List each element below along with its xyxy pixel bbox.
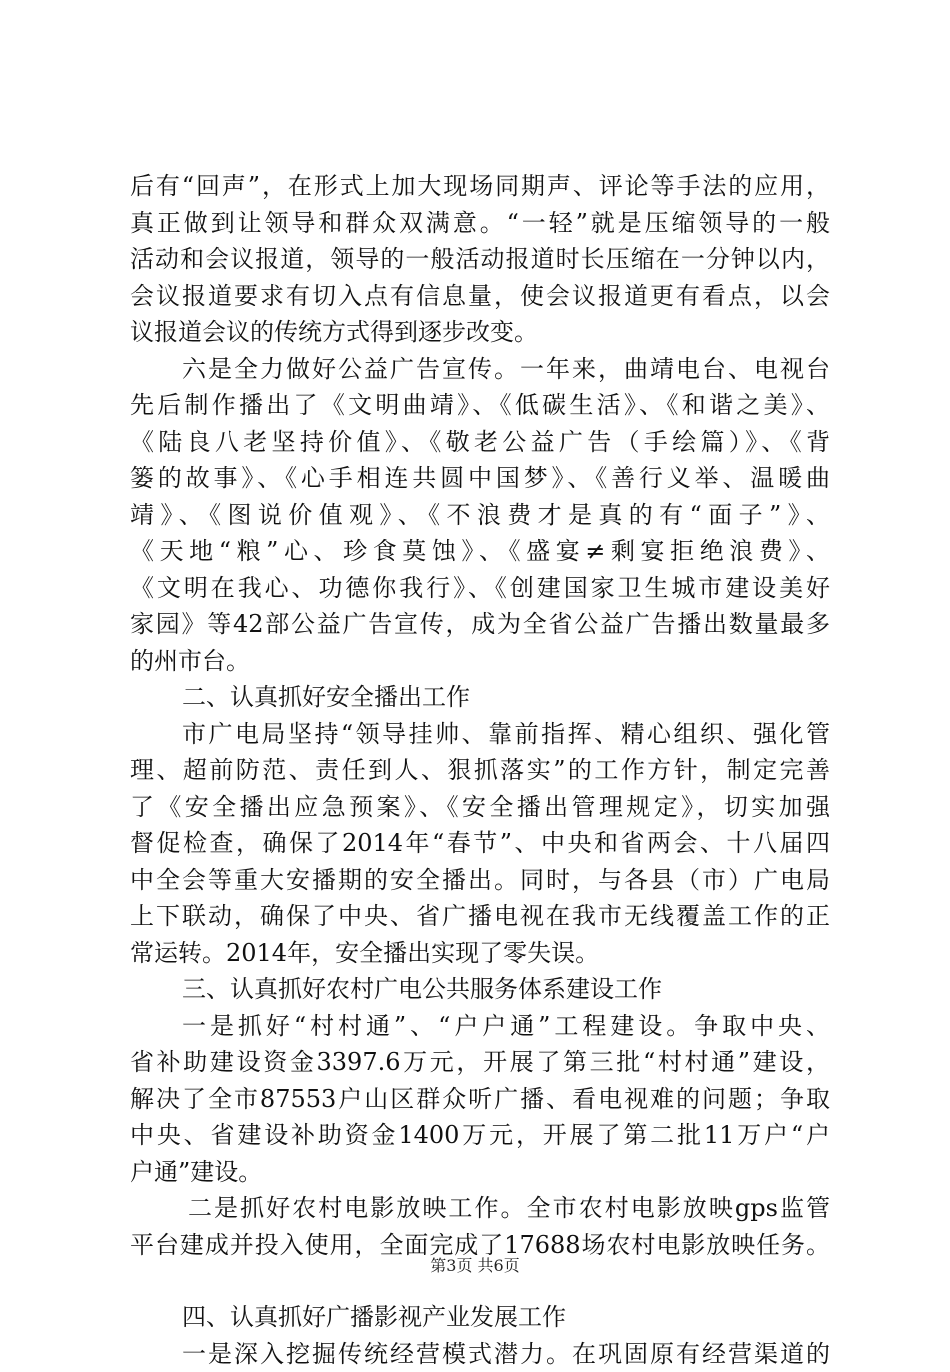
text-line: 中全会等重大安播期的安全播出。同时，与各县（市）广电局 (130, 862, 830, 899)
text-line: 《天地“粮”心、珍食莫蚀》、《盛宴≠剩宴拒绝浪费》、 (130, 533, 830, 570)
text-line: 一是深入挖掘传统经营模式潜力。在巩固原有经营渠道的 (130, 1336, 830, 1372)
text-line: 靖》、《图说价值观》、《不浪费才是真的有“面子”》、 (130, 497, 830, 534)
document-body (130, 168, 830, 1372)
text-line: 中央、省建设补助资金1400万元，开展了第二批11万户“户 (130, 1117, 830, 1154)
text-line: 先后制作播出了《文明曲靖》、《低碳生活》、《和谐之美》、 (130, 387, 830, 424)
text-line: 户通”建设。 (130, 1154, 830, 1191)
text-line: 市广电局坚持“领导挂帅、靠前指挥、精心组织、强化管 (130, 716, 830, 753)
page-footer: 第3页 共6页 (0, 1253, 950, 1276)
text-line: 二、认真抓好安全播出工作 (130, 679, 830, 716)
text-line: 《陆良八老坚持价值》、《敬老公益广告（手绘篇）》、《背 (130, 424, 830, 461)
text-line: 议报道会议的传统方式得到逐步改变。 (130, 314, 830, 351)
text-line: 上下联动，确保了中央、省广播电视在我市无线覆盖工作的正 (130, 898, 830, 935)
text-line: 平台建成并投入使用，全面完成了17688场农村电影放映任务。 (130, 1227, 830, 1264)
text-line: 篓的故事》、《心手相连共圆中国梦》、《善行义举、温暖曲 (130, 460, 830, 497)
text-line: 省补助建设资金3397.6万元，开展了第三批“村村通”建设， (130, 1044, 830, 1081)
text-line: 四、认真抓好广播影视产业发展工作 (130, 1299, 830, 1336)
text-line: 的州市台。 (130, 643, 830, 680)
text-line: 解决了全市87553户山区群众听广播、看电视难的问题；争取 (130, 1081, 830, 1118)
text-line: 会议报道要求有切入点有信息量，使会议报道更有看点，以会 (130, 278, 830, 315)
text-line: 六是全力做好公益广告宣传。一年来，曲靖电台、电视台 (130, 351, 830, 388)
text-line: 真正做到让领导和群众双满意。“一轻”就是压缩领导的一般 (130, 205, 830, 242)
text-line: 后有“回声”，在形式上加大现场同期声、评论等手法的应用， (130, 168, 830, 205)
text-line: 督促检查，确保了2014年“春节”、中央和省两会、十八届四 (130, 825, 830, 862)
text-line: 二是抓好农村电影放映工作。全市农村电影放映gps监管 (130, 1190, 830, 1227)
text-line: 常运转。2014年，安全播出实现了零失误。 (130, 935, 830, 972)
text-line: 一是抓好“村村通”、“户户通”工程建设。争取中央、 (130, 1008, 830, 1045)
text-line: 《文明在我心、功德你我行》、《创建国家卫生城市建设美好 (130, 570, 830, 607)
text-line: 活动和会议报道，领导的一般活动报道时长压缩在一分钟以内， (130, 241, 830, 278)
text-line: 了《安全播出应急预案》、《安全播出管理规定》，切实加强 (130, 789, 830, 826)
text-line: 家园》等42部公益广告宣传，成为全省公益广告播出数量最多 (130, 606, 830, 643)
text-line: 理、超前防范、责任到人、狠抓落实”的工作方针，制定完善 (130, 752, 830, 789)
text-line: 三、认真抓好农村广电公共服务体系建设工作 (130, 971, 830, 1008)
